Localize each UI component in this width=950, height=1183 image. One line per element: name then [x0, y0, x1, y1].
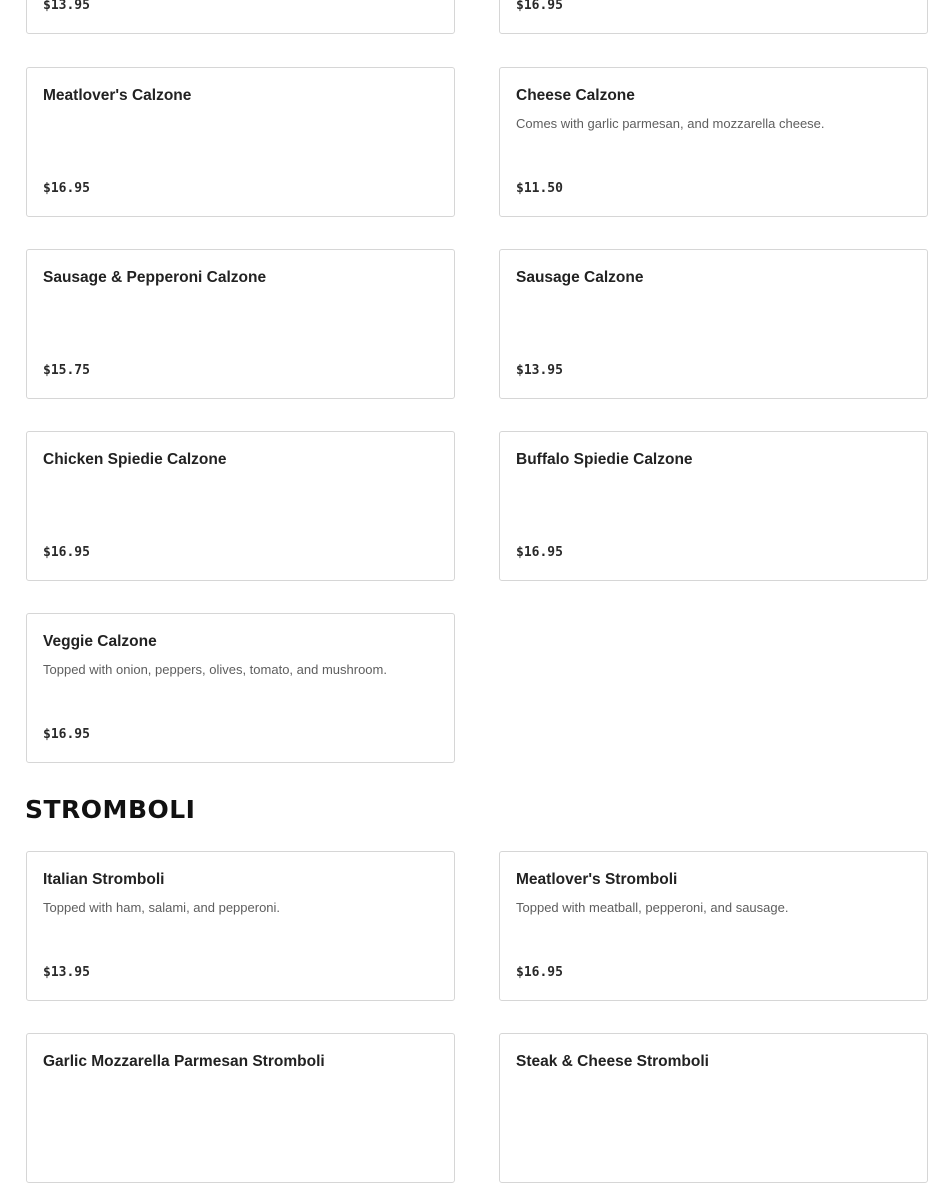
item-price: $16.95: [516, 0, 563, 13]
item-description: Topped with meatball, pepperoni, and sausage.: [516, 900, 789, 915]
item-price: $13.95: [43, 965, 90, 980]
menu-item-card[interactable]: [26, 249, 455, 399]
item-description: Topped with ham, salami, and pepperoni.: [43, 900, 281, 915]
item-price: $15.75: [43, 363, 90, 378]
item-name: Cheese Calzone: [516, 87, 635, 104]
item-name: Meatlover's Stromboli: [516, 871, 678, 888]
item-price: $11.50: [516, 181, 563, 196]
menu-item-card[interactable]: [499, 67, 928, 217]
menu-item-card[interactable]: [26, 0, 455, 34]
item-name: Steak & Cheese Stromboli: [516, 1053, 709, 1070]
menu-item-card[interactable]: [26, 851, 455, 1001]
item-price: $16.95: [43, 545, 90, 560]
menu-item-card[interactable]: [499, 431, 928, 581]
item-price: $13.95: [516, 363, 563, 378]
menu-item-card[interactable]: [499, 0, 928, 34]
item-name: Veggie Calzone: [43, 633, 157, 650]
item-price: $13.95: [43, 0, 90, 13]
menu-item-card[interactable]: [26, 613, 455, 763]
item-name: Sausage Calzone: [516, 269, 644, 286]
item-name: Buffalo Spiedie Calzone: [516, 451, 693, 468]
menu-item-card[interactable]: [26, 67, 455, 217]
item-name: Italian Stromboli: [43, 871, 165, 888]
menu-item-card[interactable]: [26, 1033, 455, 1183]
item-description: Topped with onion, peppers, olives, tomato, and mushroom.: [43, 662, 387, 677]
item-price: $16.95: [516, 545, 563, 560]
item-name: Meatlover's Calzone: [43, 87, 192, 104]
menu-item-card[interactable]: [26, 431, 455, 581]
item-price: $16.95: [516, 965, 563, 980]
section-title-stromboli: STROMBOLI: [25, 795, 196, 824]
menu-item-card[interactable]: [499, 1033, 928, 1183]
menu-item-card[interactable]: [499, 249, 928, 399]
item-name: Chicken Spiedie Calzone: [43, 451, 227, 468]
item-price: $16.95: [43, 727, 90, 742]
menu-item-card[interactable]: [499, 851, 928, 1001]
item-name: Sausage & Pepperoni Calzone: [43, 269, 267, 286]
item-name: Garlic Mozzarella Parmesan Stromboli: [43, 1053, 325, 1070]
item-price: $16.95: [43, 181, 90, 196]
item-description: Comes with garlic parmesan, and mozzarella cheese.: [516, 116, 825, 131]
